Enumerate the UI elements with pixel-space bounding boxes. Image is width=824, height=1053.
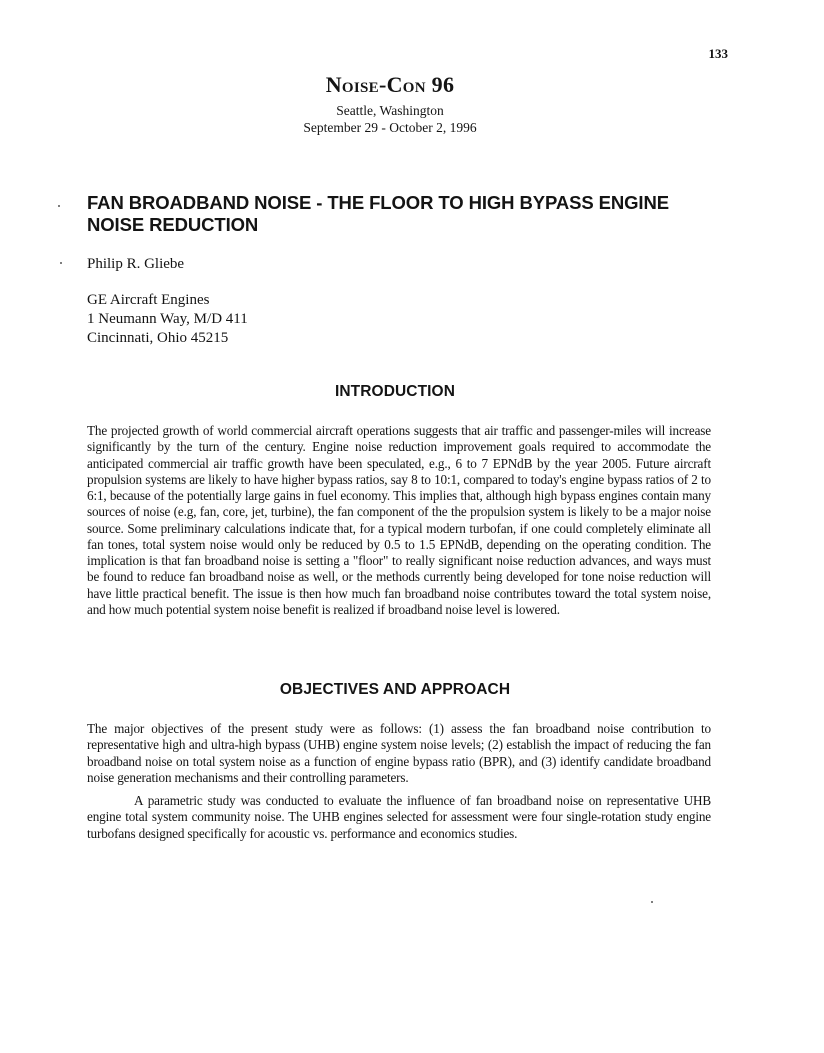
objectives-heading: OBJECTIVES AND APPROACH bbox=[279, 681, 511, 698]
author-affiliation bbox=[87, 291, 248, 348]
scan-speck bbox=[60, 262, 62, 264]
conference-location: Seattle, Washington bbox=[336, 103, 444, 118]
page-number: 133 bbox=[708, 46, 728, 61]
affiliation-street: 1 Neumann Way, M/D 411 bbox=[87, 311, 248, 327]
conference-name: Noise-Con 96 bbox=[325, 72, 455, 97]
scan-speck bbox=[58, 205, 60, 207]
objectives-paragraph-1: The major objectives of the present study were as follows: (1) assess the fan broadband noise contribution to representative high and ultra-high bypass (UHB) engine system noise levels; (2) establish the impact of reducing the fan broadband noise on total system noise as a function of engine bypass ratio (BPR), and (3) identify candidate broadband noise generation mechanisms and their controlling parameters. bbox=[87, 721, 711, 785]
introduction-heading: INTRODUCTION bbox=[334, 383, 456, 400]
objectives-paragraph-2: A parametric study was conducted to evaluate the influence of fan broadband noise on representative UHB engine total system community noise. The UHB engines selected for assessment were four single-rotation study engine turbofans designed specifically for acoustic vs. performance and economics studies. bbox=[87, 793, 711, 841]
scan-speck bbox=[651, 901, 653, 903]
author-name: Philip R. Gliebe bbox=[87, 256, 185, 272]
conference-header bbox=[0, 72, 780, 136]
affiliation-organization: GE Aircraft Engines bbox=[87, 292, 210, 308]
conference-dates: September 29 - October 2, 1996 bbox=[303, 120, 477, 135]
affiliation-city: Cincinnati, Ohio 45215 bbox=[87, 330, 229, 346]
introduction-paragraph: The projected growth of world commercial aircraft operations suggests that air traffic and passenger-miles will increase significantly by the turn of the century. Engine noise reduction improvement goals required to accommodate the anticipated commercial air traffic growth have been speculated, e.g., 6 to 7 EPNdB by the year 2005. Future aircraft propulsion systems are likely to have higher bypass ratios, say 8 to 10:1, compared to today's engine bypass ratios of 2 to 6:1, because of the potentially large gains in fuel economy. This implies that, although high bypass engines contain many sources of noise (e.g, fan, core, jet, turbine), the fan component of the the propulsion system is likely to be a major noise source. Some preliminary calculations indicate that, for a typical modern turbofan, if one could completely eliminate all fan tones, total system noise would only be reduced by 0.5 to 1.5 EPNdB, depending on the operating condition. The implication is that fan broadband noise is setting a "floor" to really significant noise reduction advances, and ways must be found to reduce fan broadband noise as well, or the methods currently being developed for tone noise reduction will have little practical benefit. The issue is then how much fan broadband noise contributes toward the total system noise, and how much potential system noise benefit is realized if broadband noise level is lowered. bbox=[87, 423, 711, 617]
paper-title: FAN BROADBAND NOISE - THE FLOOR TO HIGH BYPASS ENGINE NOISE REDUCTION bbox=[87, 192, 669, 235]
